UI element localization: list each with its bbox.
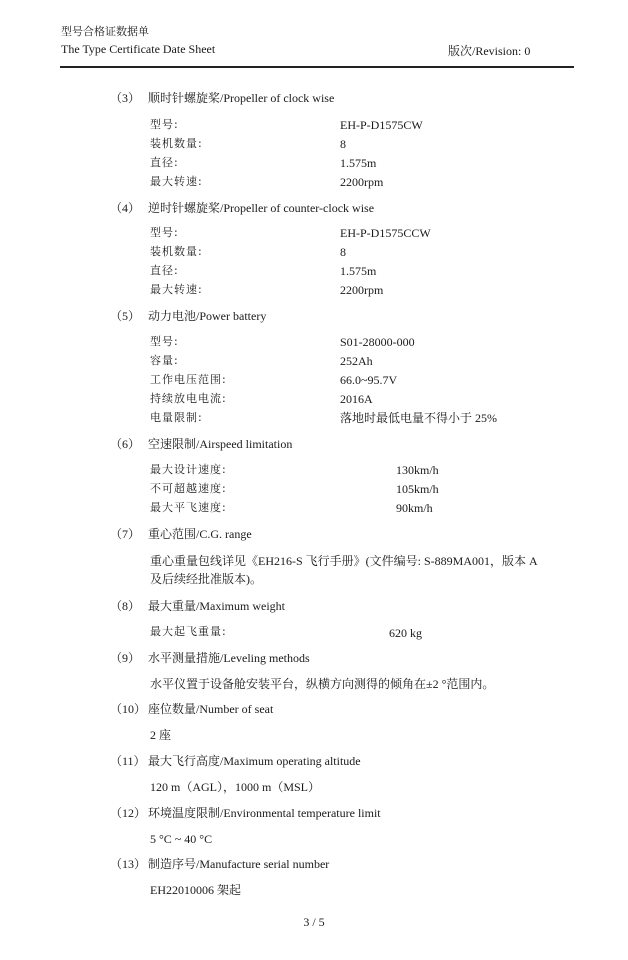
- sec9-text: 水平仪置于设备舱安装平台，纵横方向测得的倾角在±2 °范围内。: [150, 677, 495, 691]
- sec12-text: 5 °C ~ 40 °C: [150, 832, 213, 846]
- header-rule: [60, 66, 574, 68]
- sec11-text: 120 m（AGL），1000 m（MSL）: [150, 780, 321, 794]
- sec4-value-rpm: 2200rpm: [340, 283, 384, 297]
- sec3-value-model: EH-P-D1575CW: [340, 118, 423, 132]
- sec4-value-model: EH-P-D1575CCW: [340, 226, 431, 240]
- sec4-label-rpm: 最大转速:: [150, 283, 203, 296]
- sec6-label-never: 不可超越速度:: [150, 482, 227, 495]
- sec5-label-capacity: 容量:: [150, 354, 179, 367]
- sec3-value-rpm: 2200rpm: [340, 175, 384, 189]
- sec5-label-limit: 电量限制:: [150, 411, 203, 424]
- sec5-label-model: 型号:: [150, 335, 179, 348]
- sec5-value-capacity: 252Ah: [340, 354, 373, 368]
- section-5-heading: （5） 动力电池/Power battery: [110, 309, 267, 323]
- sec3-label-model: 型号:: [150, 118, 179, 131]
- sec4-value-qty: 8: [340, 245, 346, 259]
- section-6-heading: （6） 空速限制/Airspeed limitation: [110, 437, 293, 451]
- section-12-heading: （12） 环境温度限制/Environmental temperature limit: [110, 806, 381, 820]
- sec8-value-mtow: 620 kg: [389, 626, 422, 640]
- sec10-text: 2 座: [150, 728, 172, 742]
- section-13-heading: （13） 制造序号/Manufacture serial number: [110, 857, 330, 871]
- sec6-label-design: 最大设计速度:: [150, 463, 227, 476]
- sec5-label-voltage: 工作电压范围:: [150, 373, 227, 386]
- section-3-heading: （3） 顺时针螺旋桨/Propeller of clock wise: [110, 91, 335, 105]
- sec5-value-voltage: 66.0~95.7V: [340, 373, 398, 387]
- sec4-label-model: 型号:: [150, 226, 179, 239]
- sec7-text-line-2: 及后续经批准版本)。: [150, 572, 262, 586]
- sec6-value-design: 130km/h: [396, 463, 439, 477]
- section-7-heading: （7） 重心范围/C.G. range: [110, 527, 252, 541]
- sec8-label-mtow: 最大起飞重量:: [150, 625, 227, 638]
- sec3-label-qty: 装机数量:: [150, 137, 203, 150]
- header-title-en: The Type Certificate Date Sheet: [61, 42, 216, 56]
- sec4-label-qty: 装机数量:: [150, 245, 203, 258]
- sec6-value-level: 90km/h: [396, 501, 433, 515]
- section-11-heading: （11） 最大飞行高度/Maximum operating altitude: [110, 754, 361, 768]
- sec3-value-diam: 1.575m: [340, 156, 377, 170]
- sec5-value-model: S01-28000-000: [340, 335, 415, 349]
- sec5-value-limit: 落地时最低电量不得小于 25%: [340, 411, 497, 425]
- section-8-heading: （8） 最大重量/Maximum weight: [110, 599, 285, 613]
- sec4-label-diam: 直径:: [150, 264, 179, 277]
- sec5-value-current: 2016A: [340, 392, 373, 406]
- sec5-label-current: 持续放电电流:: [150, 392, 227, 405]
- sec6-value-never: 105km/h: [396, 482, 439, 496]
- sec13-text: EH22010006 架起: [150, 883, 241, 897]
- section-10-heading: （10） 座位数量/Number of seat: [110, 702, 274, 716]
- page-number: 3 / 5: [303, 915, 325, 929]
- sec4-value-diam: 1.575m: [340, 264, 377, 278]
- sec7-text-line-1: 重心重量包线详见《EH216-S 飞行手册》(文件编号: S-889MA001，版本 A: [150, 554, 538, 568]
- sec3-value-qty: 8: [340, 137, 346, 151]
- sec6-label-level: 最大平飞速度:: [150, 501, 227, 514]
- section-9-heading: （9） 水平测量措施/Leveling methods: [110, 651, 310, 665]
- sec3-label-rpm: 最大转速:: [150, 175, 203, 188]
- section-4-heading: （4） 逆时针螺旋桨/Propeller of counter-clock wise: [110, 201, 375, 215]
- sec3-label-diam: 直径:: [150, 156, 179, 169]
- header-revision: 版次/Revision: 0: [448, 44, 531, 58]
- header-title-cn: 型号合格证数据单: [61, 25, 149, 38]
